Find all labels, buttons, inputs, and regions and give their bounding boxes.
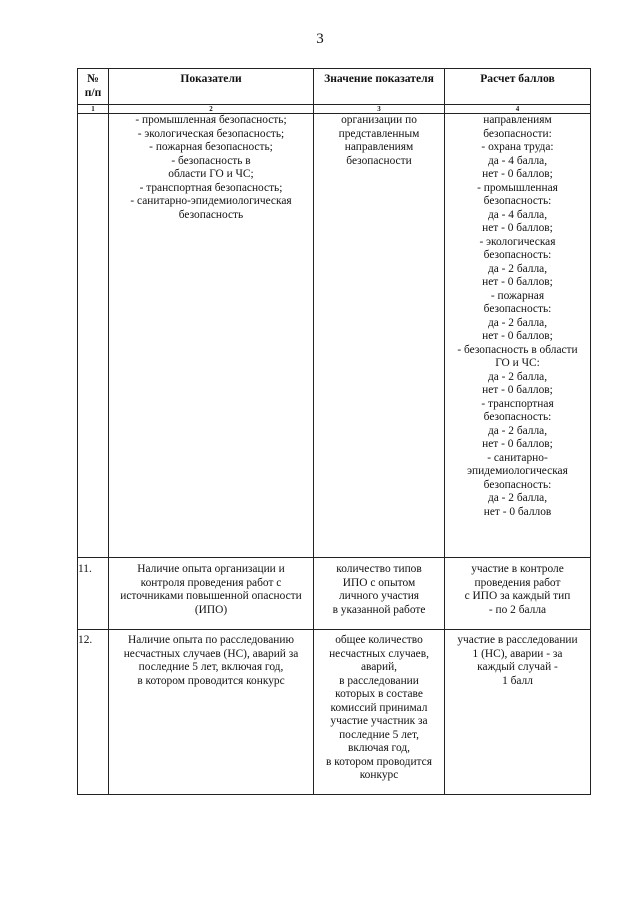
cell-line: нет - 0 баллов; <box>482 168 553 180</box>
cell-line: включая год, <box>348 742 410 754</box>
cell-line: проведения работ <box>474 576 561 589</box>
row-number: 12. <box>78 630 109 795</box>
cell-line: в указанной работе <box>332 603 426 616</box>
table-row <box>78 630 591 795</box>
cell-line: да - 2 балла, <box>487 370 548 383</box>
cell-line: безопасность: <box>483 195 552 207</box>
cell-line: которых в составе <box>335 688 423 700</box>
cell-line: несчастных случаев (НС), аварий за <box>123 647 299 660</box>
cell-line: безопасность: <box>483 249 552 261</box>
cell-line: участие в расследовании <box>457 634 578 646</box>
cell-line: (ИПО) <box>194 603 228 616</box>
cell-line: - пожарная <box>490 289 545 302</box>
cell-line: организации по <box>341 114 417 126</box>
scoring-cell <box>445 558 591 630</box>
cell-line: - охрана труда: <box>481 141 554 153</box>
cell-line: представленным <box>338 127 420 140</box>
cell-line: безопасности <box>346 154 412 167</box>
cell-line: - санитарно- <box>487 451 548 464</box>
cell-line: - санитарно-эпидемиологическая <box>130 195 292 207</box>
cell-line: последние 5 лет, <box>339 728 419 741</box>
cell-line: - безопасность в области <box>457 343 578 356</box>
value-cell <box>314 114 445 558</box>
cell-line: Наличие опыта организации и <box>137 563 285 575</box>
value-cell <box>314 558 445 630</box>
cell-line: личного участия <box>338 590 420 602</box>
column-number: 3 <box>314 105 445 114</box>
cell-line: источниками повышенной опасности <box>120 590 302 602</box>
cell-line: - безопасность в <box>171 154 251 167</box>
cell-line: нет - 0 баллов; <box>482 438 553 450</box>
cell-line: - пожарная безопасность; <box>149 141 273 153</box>
criteria-table <box>77 68 591 795</box>
cell-line: Наличие опыта по расследованию <box>128 634 294 646</box>
cell-line: безопасность: <box>483 303 552 315</box>
cell-line: участие в контроле <box>471 563 564 575</box>
cell-line: да - 4 балла, <box>487 208 548 221</box>
column-number: 1 <box>78 105 109 114</box>
table-row <box>78 558 591 630</box>
header-number-line2: п/п <box>84 85 102 99</box>
cell-line: ИПО с опытом <box>342 576 416 589</box>
cell-line: комиссий принимал <box>330 701 428 714</box>
cell-line: контроля проведения работ с <box>140 576 282 589</box>
cell-line: - промышленная <box>477 181 558 194</box>
indicator-cell <box>109 114 314 558</box>
indicator-cell <box>109 558 314 630</box>
table-row <box>78 114 591 558</box>
cell-line: конкурс <box>359 769 399 781</box>
cell-line: - экологическая <box>479 235 556 248</box>
cell-line: последние 5 лет, включая год, <box>138 661 284 673</box>
cell-line: - промышленная безопасность; <box>135 114 287 126</box>
cell-line: да - 2 балла, <box>487 316 548 329</box>
column-number: 4 <box>445 105 591 114</box>
cell-line: безопасность <box>178 208 244 221</box>
cell-line: несчастных случаев, <box>329 647 429 660</box>
scoring-cell <box>445 630 591 795</box>
cell-line: безопасность: <box>483 411 552 423</box>
value-cell <box>314 630 445 795</box>
header-number <box>78 69 109 105</box>
cell-line: направлениям <box>344 141 414 153</box>
cell-line: эпидемиологическая <box>467 465 568 477</box>
cell-line: - экологическая безопасность; <box>137 127 285 140</box>
cell-line: безопасность: <box>483 478 552 491</box>
row-number: 11. <box>78 558 109 630</box>
cell-line: нет - 0 баллов; <box>482 276 553 288</box>
cell-line: направлениям <box>483 114 552 126</box>
cell-line: каждый случай - <box>477 661 558 673</box>
cell-line: в котором проводится конкурс <box>137 674 285 687</box>
cell-line: с ИПО за каждый тип <box>464 590 571 602</box>
cell-line: да - 2 балла, <box>487 262 548 275</box>
cell-line: - по 2 балла <box>488 603 547 616</box>
page-number: 3 <box>316 31 324 47</box>
row-number <box>78 114 109 558</box>
column-number-row <box>78 105 591 114</box>
cell-line: да - 2 балла, <box>487 492 548 504</box>
cell-line: да - 4 балла, <box>487 154 548 167</box>
indicator-cell <box>109 630 314 795</box>
cell-line: нет - 0 баллов; <box>482 384 553 396</box>
cell-line: в расследовании <box>339 674 419 687</box>
cell-line: да - 2 балла, <box>487 424 548 437</box>
cell-line: количество типов <box>336 563 422 575</box>
cell-line: - транспортная <box>481 397 554 410</box>
table-header-row <box>78 69 591 105</box>
cell-line: в котором проводится <box>326 755 432 768</box>
cell-line: области ГО и ЧС; <box>168 168 254 180</box>
cell-line: безопасности: <box>483 127 552 140</box>
scoring-cell <box>445 114 591 558</box>
cell-line: нет - 0 баллов; <box>482 222 553 234</box>
cell-line: нет - 0 баллов; <box>482 330 553 342</box>
cell-line: общее количество <box>335 634 423 646</box>
cell-line: ГО и ЧС: <box>495 357 540 369</box>
cell-line: - транспортная безопасность; <box>139 181 283 194</box>
cell-line: аварий, <box>360 661 398 673</box>
cell-line: участие участник за <box>330 715 428 727</box>
column-number: 2 <box>109 105 314 114</box>
header-indicators: Показатели <box>109 69 314 105</box>
cell-line: нет - 0 баллов <box>483 505 552 518</box>
header-number-line1: № <box>87 72 99 85</box>
cell-line: 1 (НС), аварии - за <box>472 647 563 660</box>
cell-line: 1 балл <box>502 674 533 687</box>
header-scoring: Расчет баллов <box>445 69 591 105</box>
header-value: Значение показателя <box>314 69 445 105</box>
